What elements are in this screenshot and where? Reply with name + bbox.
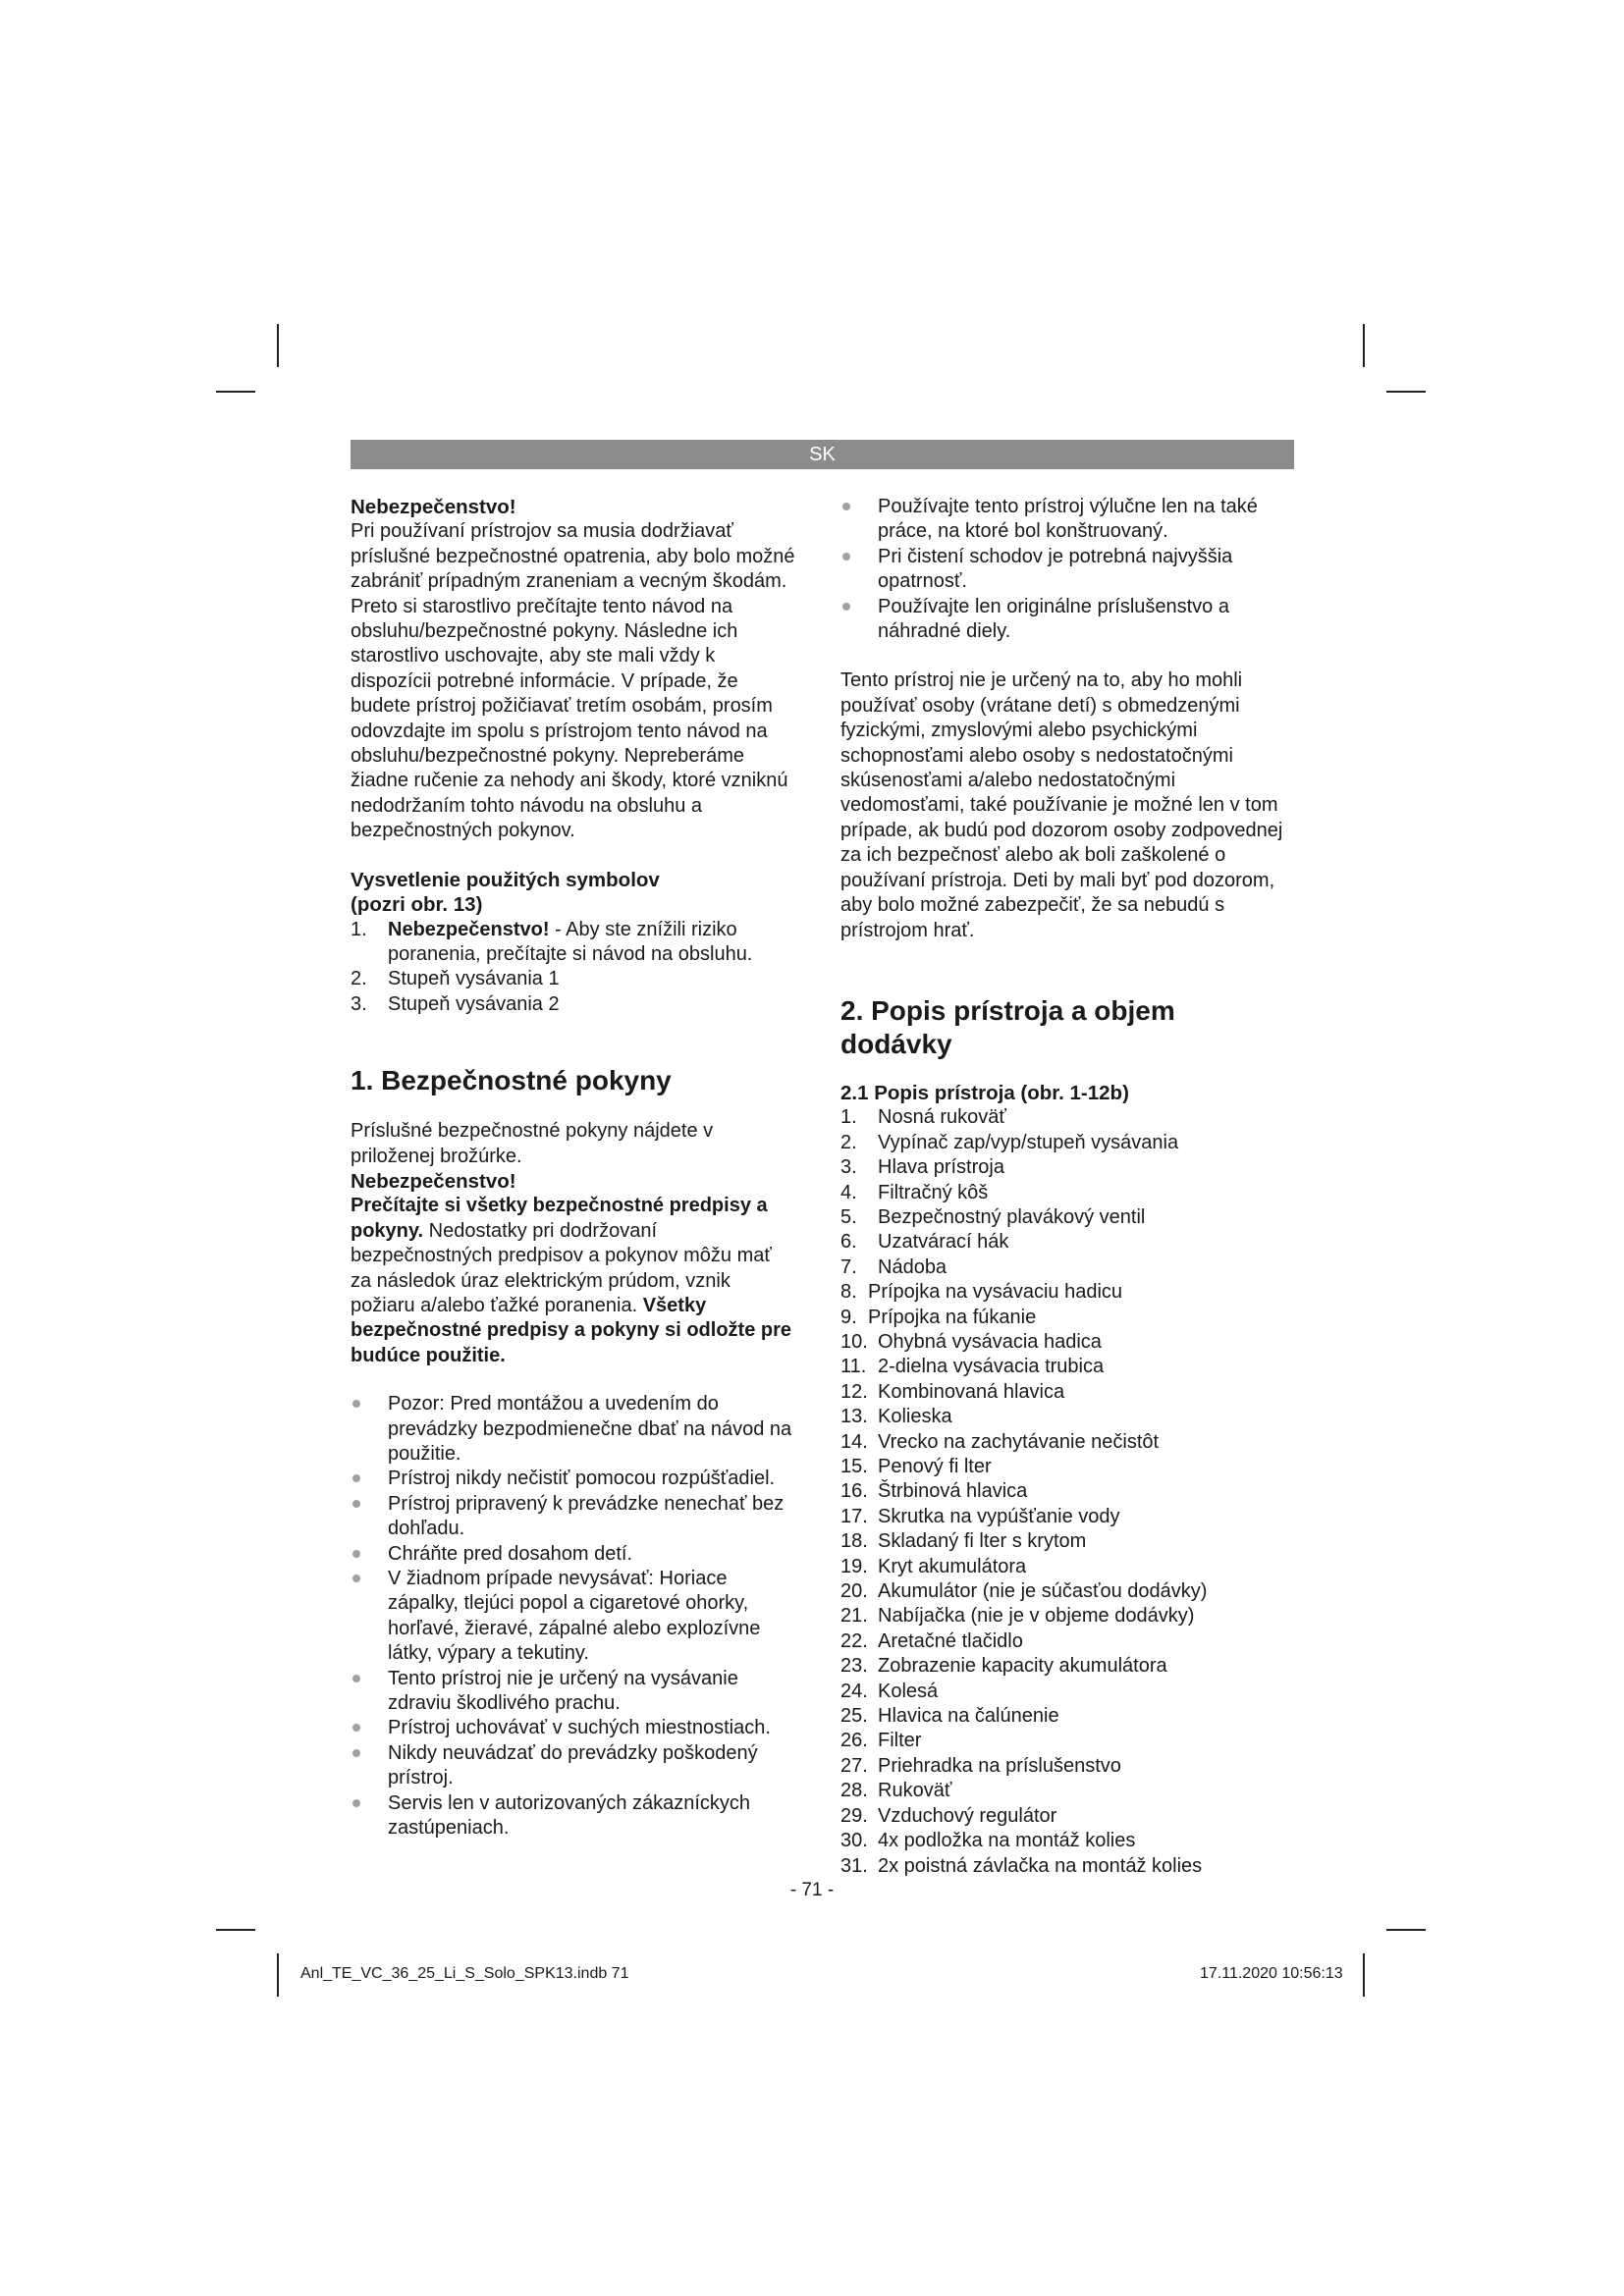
list-item: 21. Nabíjačka (nie je v objeme dodávky) xyxy=(840,1605,1195,1628)
list-item: 6. Uzatvárací hák xyxy=(840,1231,1009,1254)
symbols-list xyxy=(351,918,797,1018)
list-item: 2. Vypínač zap/vyp/stupeň vysávania xyxy=(840,1131,1179,1153)
list-item: 8. Prípojka na vysávaciu hadicu xyxy=(840,1281,1123,1304)
safety-intro: Príslušné bezpečnostné pokyny nájdete v priloženej brožúrke. xyxy=(351,1120,714,1167)
list-item: 5. Bezpečnostný plavákový ventil xyxy=(840,1205,1146,1228)
list-item: 12. Kombinovaná hlavica xyxy=(840,1380,1065,1403)
list-item: Používajte len originálne príslušenstvo a náhradné diely. xyxy=(840,595,1294,645)
crop-mark xyxy=(216,1929,255,1931)
list-item: Prístroj uchovávať v suchých miestnostiach. xyxy=(351,1716,797,1740)
list-item: 25. Hlavica na čalúnenie xyxy=(840,1705,1059,1728)
safety-paragraph: Prečítajte si všetky bezpečnostné predpisy a pokyny. Nedostatky pri dodržovaní bezpečnostných predpisov a pokynov môžu mať za následok úraz elektrickým prúdom, vznik požiaru a/alebo ťažké poranenia. Všetky bezpečnostné predpisy a pokyny si odložte pre budúce použitie. xyxy=(351,1195,791,1366)
footer-datetime: 17.11.2020 10:56:13 xyxy=(1200,1965,1343,1982)
list-item: 28. Rukoväť xyxy=(840,1780,952,1802)
list-item: 27. Priehradka na príslušenstvo xyxy=(840,1754,1121,1777)
list-item: 17. Skrutka na vypúšťanie vody xyxy=(840,1505,1120,1527)
list-item: 30. 4x podložka na montáž kolies xyxy=(840,1830,1136,1852)
warning-title: Nebezpečenstvo! xyxy=(351,496,516,518)
list-item: V žiadnom prípade nevysávať: Horiace zápalky, tlejúci popol a cigaretové ohorky, horľavé, žieravé, zápalné alebo explozívne látky, výpary a tekutiny. xyxy=(351,1567,797,1667)
list-item: Používajte tento prístroj výlučne len na také práce, na ktoré bol konštruovaný. xyxy=(840,495,1294,545)
usage-bullets xyxy=(840,495,1294,644)
crop-mark xyxy=(277,1953,279,1997)
list-item: Servis len v autorizovaných zákazníckych zastúpeniach. xyxy=(351,1791,797,1842)
list-item: 3. Stupeň vysávania 2 xyxy=(351,992,560,1015)
list-item: Nikdy neuvádzať do prevádzky poškodený prístroj. xyxy=(351,1741,797,1791)
list-item: Pri čistení schodov je potrebná najvyššia opatrnosť. xyxy=(840,545,1294,595)
warning-text: Pri používaní prístrojov sa musia dodržiavať príslušné bezpečnostné opatrenia, aby bolo možné zabrániť prípadným zraneniam a vecným škodám. Preto si starostlivo prečítajte tento návod na obsluhu/bezpečnostné pokyny. Následne ich starostlivo uschovajte, aby ste mali vždy k dispozícii potrebné informácie. V prípade, že budete prístroj požičiavať tretím osobám, prosím odovzdajte im spolu s prístrojom tento návod na obsluhu/bezpečnostné pokyny. Nepreberáme žiadne ručenie za nehody ani škody, ktoré vzniknú nedodržaním tohto návodu na obsluhu a bezpečnostných pokynov. xyxy=(351,520,795,842)
list-item: 31. 2x poistná závlačka na montáž kolies xyxy=(840,1854,1203,1877)
list-item: 3. Hlava prístroja xyxy=(840,1156,1004,1179)
safety-warning-title: Nebezpečenstvo! xyxy=(351,1169,516,1193)
symbols-subtitle: (pozri obr. 13) xyxy=(351,893,483,917)
footer-filename: Anl_TE_VC_36_25_Li_S_Solo_SPK13.indb 71 xyxy=(300,1965,629,1982)
crop-mark xyxy=(216,391,255,393)
children-notice: Tento prístroj nie je určený na to, aby ho mohli používať osoby (vrátane detí) s obmedzenými fyzickými, zmyslovými alebo psychickými schopnosťami alebo osoby s nedostatočnými skúsenosťami a/alebo nedostatočnými vedomosťami, také používanie je možné len v tom prípade, ak budú pod dozorom osoby zodpovednej za ich bezpečnosť alebo ak boli zaškolené o používaní prístroja. Deti by mali byť pod dozorom, aby bolo možné zabezpečiť, že sa nebudú s prístrojom hrať. xyxy=(840,669,1283,941)
crop-mark xyxy=(1386,1929,1426,1931)
list-item: 16. Štrbinová hlavica xyxy=(840,1480,1028,1503)
list-item: Chráňte pred dosahom detí. xyxy=(351,1542,797,1567)
list-item: Pozor: Pred montážou a uvedením do prevádzky bezpodmienečne dbať na návod na použitie. xyxy=(351,1392,797,1467)
language-code: SK xyxy=(809,444,836,465)
left-column xyxy=(351,495,797,1842)
list-item: Prístroj nikdy nečistiť pomocou rozpúšťadiel. xyxy=(351,1467,797,1491)
list-item: 29. Vzduchový regulátor xyxy=(840,1804,1057,1827)
list-item: 7. Nádoba xyxy=(840,1255,947,1278)
list-item: 14. Vrecko na zachytávanie nečistôt xyxy=(840,1430,1160,1453)
symbols-title: Vysvetlenie použitých symbolov xyxy=(351,868,660,891)
list-item: 11. 2-dielna vysávacia trubica xyxy=(840,1356,1105,1378)
language-header-bar xyxy=(351,440,1294,469)
list-item: 19. Kryt akumulátora xyxy=(840,1555,1027,1577)
safety-bullets xyxy=(351,1392,797,1841)
crop-mark xyxy=(1363,324,1365,367)
list-item: 26. Filter xyxy=(840,1730,922,1752)
crop-mark xyxy=(277,324,279,367)
list-item: 2. Stupeň vysávania 1 xyxy=(351,968,560,990)
section-2-title: 2. Popis prístroja a objem dodávky xyxy=(840,994,1175,1059)
list-item: 13. Kolieska xyxy=(840,1406,952,1428)
list-item: 4. Filtračný kôš xyxy=(840,1181,989,1203)
crop-mark xyxy=(1363,1953,1365,1997)
right-column xyxy=(840,495,1294,1879)
list-item: 22. Aretačné tlačidlo xyxy=(840,1629,1023,1652)
list-item: Prístroj pripravený k prevádzke nenechať bez dohľadu. xyxy=(351,1492,797,1542)
list-item: 18. Skladaný fi lter s krytom xyxy=(840,1530,1087,1553)
list-item: 1. Nosná rukoväť xyxy=(840,1106,1006,1129)
section-1-title: 1. Bezpečnostné pokyny xyxy=(351,1065,672,1096)
list-item: 20. Akumulátor (nie je súčasťou dodávky) xyxy=(840,1580,1208,1603)
parts-list xyxy=(840,1105,1294,1879)
list-item: 23. Zobrazenie kapacity akumulátora xyxy=(840,1655,1167,1678)
list-item: 24. Kolesá xyxy=(840,1680,939,1702)
list-item: Tento prístroj nie je určený na vysávanie zdraviu škodlivého prachu. xyxy=(351,1667,797,1717)
crop-mark xyxy=(1386,391,1426,393)
subsection-title: 2.1 Popis prístroja (obr. 1-12b) xyxy=(840,1081,1129,1104)
list-item: 10. Ohybná vysávacia hadica xyxy=(840,1330,1102,1353)
list-item: 15. Penový fi lter xyxy=(840,1456,992,1477)
page-number: - 71 - xyxy=(789,1880,835,1900)
list-item: 9. Prípojka na fúkanie xyxy=(840,1306,1037,1328)
list-item: 1. Nebezpečenstvo! - Aby ste znížili riziko poranenia, prečítajte si návod na obsluhu. xyxy=(351,918,753,965)
